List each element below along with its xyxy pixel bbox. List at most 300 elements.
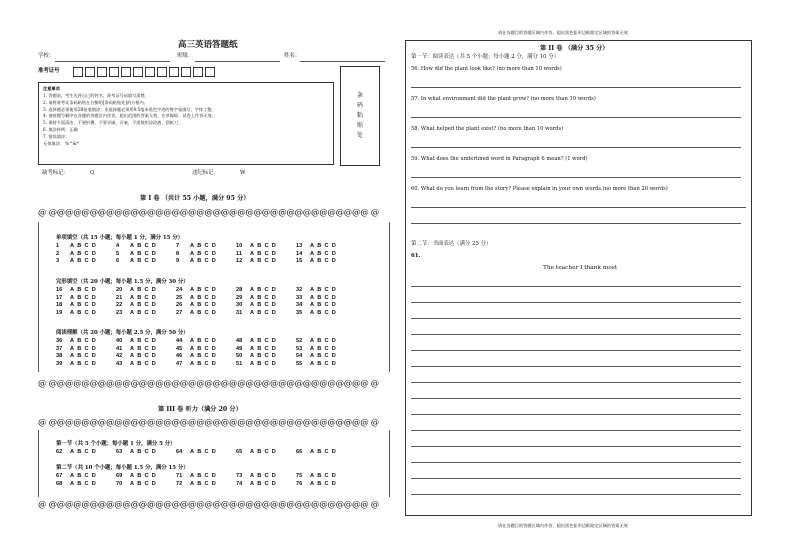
option-a-bubble[interactable]: A bbox=[310, 338, 315, 344]
writing-line[interactable] bbox=[411, 494, 741, 495]
option-c-bubble[interactable]: C bbox=[84, 302, 89, 309]
answer-line[interactable] bbox=[411, 117, 741, 118]
option-a-bubble[interactable]: A bbox=[250, 302, 255, 309]
option-d-bubble[interactable]: D bbox=[271, 473, 276, 479]
option-a-bubble[interactable]: A bbox=[250, 309, 255, 316]
option-d-bubble[interactable]: D bbox=[271, 353, 276, 360]
option-c-bubble[interactable]: C bbox=[264, 243, 269, 249]
option-a-bubble[interactable]: A bbox=[70, 294, 75, 301]
option-a-bubble[interactable]: A bbox=[310, 243, 315, 249]
option-a-bubble[interactable]: A bbox=[190, 345, 195, 352]
option-b-bubble[interactable]: B bbox=[197, 287, 202, 293]
option-b-bubble[interactable]: B bbox=[257, 250, 262, 257]
exam-id-digit-box[interactable] bbox=[205, 67, 215, 77]
option-a-bubble[interactable]: A bbox=[250, 294, 255, 301]
name-field-line[interactable] bbox=[300, 61, 385, 62]
absent-mark-box[interactable]: Q bbox=[90, 170, 95, 176]
option-b-bubble[interactable]: B bbox=[317, 302, 322, 309]
writing-line[interactable] bbox=[411, 446, 741, 447]
option-d-bubble[interactable]: D bbox=[271, 287, 276, 293]
option-b-bubble[interactable]: B bbox=[137, 243, 142, 249]
option-b-bubble[interactable]: B bbox=[317, 287, 322, 293]
writing-line[interactable] bbox=[411, 366, 741, 367]
option-c-bubble[interactable]: C bbox=[264, 345, 269, 352]
option-d-bubble[interactable]: D bbox=[331, 309, 336, 316]
option-d-bubble[interactable]: D bbox=[331, 360, 336, 367]
option-b-bubble[interactable]: B bbox=[77, 294, 82, 301]
option-c-bubble[interactable]: C bbox=[264, 309, 269, 316]
option-c-bubble[interactable]: C bbox=[204, 360, 209, 367]
option-d-bubble[interactable]: D bbox=[271, 338, 276, 344]
option-c-bubble[interactable]: C bbox=[144, 294, 149, 301]
option-b-bubble[interactable]: B bbox=[77, 449, 82, 455]
option-a-bubble[interactable]: A bbox=[310, 480, 315, 487]
option-a-bubble[interactable]: A bbox=[190, 449, 195, 455]
option-b-bubble[interactable]: B bbox=[257, 473, 262, 479]
option-b-bubble[interactable]: B bbox=[257, 287, 262, 293]
option-b-bubble[interactable]: B bbox=[77, 250, 82, 257]
barcode-area[interactable] bbox=[340, 66, 380, 166]
exam-id-digit-box[interactable] bbox=[169, 67, 179, 77]
option-b-bubble[interactable]: B bbox=[77, 309, 82, 316]
option-a-bubble[interactable]: A bbox=[70, 309, 75, 316]
option-c-bubble[interactable]: C bbox=[324, 294, 329, 301]
option-d-bubble[interactable]: D bbox=[91, 353, 96, 360]
option-c-bubble[interactable]: C bbox=[144, 338, 149, 344]
option-a-bubble[interactable]: A bbox=[310, 302, 315, 309]
option-b-bubble[interactable]: B bbox=[197, 345, 202, 352]
option-c-bubble[interactable]: C bbox=[84, 243, 89, 249]
option-a-bubble[interactable]: A bbox=[130, 287, 135, 293]
option-d-bubble[interactable]: D bbox=[271, 480, 276, 487]
option-d-bubble[interactable]: D bbox=[331, 353, 336, 360]
option-a-bubble[interactable]: A bbox=[70, 473, 75, 479]
option-d-bubble[interactable]: D bbox=[211, 309, 216, 316]
option-c-bubble[interactable]: C bbox=[144, 250, 149, 257]
option-d-bubble[interactable]: D bbox=[331, 480, 336, 487]
option-b-bubble[interactable]: B bbox=[77, 243, 82, 249]
option-c-bubble[interactable]: C bbox=[84, 287, 89, 293]
option-a-bubble[interactable]: A bbox=[130, 353, 135, 360]
option-b-bubble[interactable]: B bbox=[317, 449, 322, 455]
option-b-bubble[interactable]: B bbox=[77, 287, 82, 293]
option-b-bubble[interactable]: B bbox=[137, 294, 142, 301]
option-d-bubble[interactable]: D bbox=[151, 345, 156, 352]
option-c-bubble[interactable]: C bbox=[324, 449, 329, 455]
option-c-bubble[interactable]: C bbox=[84, 250, 89, 257]
option-a-bubble[interactable]: A bbox=[250, 473, 255, 479]
option-c-bubble[interactable]: C bbox=[204, 449, 209, 455]
option-c-bubble[interactable]: C bbox=[204, 294, 209, 301]
option-b-bubble[interactable]: B bbox=[137, 449, 142, 455]
option-a-bubble[interactable]: A bbox=[190, 250, 195, 257]
exam-id-digit-box[interactable] bbox=[109, 67, 119, 77]
option-b-bubble[interactable]: B bbox=[197, 360, 202, 367]
option-c-bubble[interactable]: C bbox=[204, 302, 209, 309]
option-a-bubble[interactable]: A bbox=[310, 258, 315, 265]
option-d-bubble[interactable]: D bbox=[211, 473, 216, 479]
option-d-bubble[interactable]: D bbox=[271, 345, 276, 352]
option-c-bubble[interactable]: C bbox=[264, 258, 269, 265]
option-a-bubble[interactable]: A bbox=[190, 473, 195, 479]
option-d-bubble[interactable]: D bbox=[331, 287, 336, 293]
option-c-bubble[interactable]: C bbox=[324, 243, 329, 249]
option-b-bubble[interactable]: B bbox=[317, 360, 322, 367]
option-b-bubble[interactable]: B bbox=[137, 480, 142, 487]
option-d-bubble[interactable]: D bbox=[331, 449, 336, 455]
option-d-bubble[interactable]: D bbox=[151, 480, 156, 487]
option-d-bubble[interactable]: D bbox=[91, 287, 96, 293]
option-c-bubble[interactable]: C bbox=[264, 449, 269, 455]
option-a-bubble[interactable]: A bbox=[70, 258, 75, 265]
option-d-bubble[interactable]: D bbox=[211, 294, 216, 301]
option-c-bubble[interactable]: C bbox=[144, 287, 149, 293]
option-b-bubble[interactable]: B bbox=[77, 353, 82, 360]
option-b-bubble[interactable]: B bbox=[257, 294, 262, 301]
writing-line[interactable] bbox=[411, 318, 741, 319]
option-d-bubble[interactable]: D bbox=[271, 302, 276, 309]
option-a-bubble[interactable]: A bbox=[250, 250, 255, 257]
option-b-bubble[interactable]: B bbox=[257, 258, 262, 265]
option-c-bubble[interactable]: C bbox=[324, 250, 329, 257]
writing-line[interactable] bbox=[411, 286, 741, 287]
option-c-bubble[interactable]: C bbox=[204, 353, 209, 360]
option-d-bubble[interactable]: D bbox=[91, 302, 96, 309]
writing-line[interactable] bbox=[411, 302, 741, 303]
option-d-bubble[interactable]: D bbox=[331, 250, 336, 257]
option-b-bubble[interactable]: B bbox=[197, 338, 202, 344]
option-a-bubble[interactable]: A bbox=[70, 243, 75, 249]
option-c-bubble[interactable]: C bbox=[84, 353, 89, 360]
option-d-bubble[interactable]: D bbox=[91, 345, 96, 352]
option-b-bubble[interactable]: B bbox=[257, 338, 262, 344]
option-c-bubble[interactable]: C bbox=[84, 294, 89, 301]
writing-line[interactable] bbox=[411, 350, 741, 351]
option-d-bubble[interactable]: D bbox=[151, 338, 156, 344]
option-a-bubble[interactable]: A bbox=[130, 473, 135, 479]
option-d-bubble[interactable]: D bbox=[151, 294, 156, 301]
option-a-bubble[interactable]: A bbox=[130, 360, 135, 367]
option-a-bubble[interactable]: A bbox=[250, 258, 255, 265]
option-c-bubble[interactable]: C bbox=[204, 480, 209, 487]
option-a-bubble[interactable]: A bbox=[310, 294, 315, 301]
class-field-line[interactable] bbox=[195, 61, 280, 62]
option-d-bubble[interactable]: D bbox=[271, 294, 276, 301]
option-d-bubble[interactable]: D bbox=[331, 338, 336, 344]
option-c-bubble[interactable]: C bbox=[264, 287, 269, 293]
option-b-bubble[interactable]: B bbox=[77, 360, 82, 367]
option-a-bubble[interactable]: A bbox=[70, 449, 75, 455]
option-c-bubble[interactable]: C bbox=[324, 360, 329, 367]
option-d-bubble[interactable]: D bbox=[331, 294, 336, 301]
option-a-bubble[interactable]: A bbox=[130, 449, 135, 455]
option-a-bubble[interactable]: A bbox=[250, 360, 255, 367]
option-d-bubble[interactable]: D bbox=[151, 360, 156, 367]
option-b-bubble[interactable]: B bbox=[257, 309, 262, 316]
option-d-bubble[interactable]: D bbox=[271, 243, 276, 249]
option-d-bubble[interactable]: D bbox=[331, 302, 336, 309]
school-field-line[interactable] bbox=[55, 61, 170, 62]
option-c-bubble[interactable]: C bbox=[324, 287, 329, 293]
option-c-bubble[interactable]: C bbox=[84, 360, 89, 367]
option-a-bubble[interactable]: A bbox=[130, 338, 135, 344]
option-b-bubble[interactable]: B bbox=[77, 345, 82, 352]
option-d-bubble[interactable]: D bbox=[211, 449, 216, 455]
option-c-bubble[interactable]: C bbox=[264, 250, 269, 257]
option-b-bubble[interactable]: B bbox=[257, 345, 262, 352]
option-a-bubble[interactable]: A bbox=[310, 345, 315, 352]
option-a-bubble[interactable]: A bbox=[190, 360, 195, 367]
option-c-bubble[interactable]: C bbox=[264, 353, 269, 360]
option-d-bubble[interactable]: D bbox=[151, 250, 156, 257]
option-c-bubble[interactable]: C bbox=[204, 473, 209, 479]
option-a-bubble[interactable]: A bbox=[70, 480, 75, 487]
option-b-bubble[interactable]: B bbox=[317, 250, 322, 257]
option-b-bubble[interactable]: B bbox=[77, 302, 82, 309]
writing-line[interactable] bbox=[411, 334, 741, 335]
option-c-bubble[interactable]: C bbox=[144, 449, 149, 455]
option-b-bubble[interactable]: B bbox=[137, 302, 142, 309]
option-c-bubble[interactable]: C bbox=[204, 338, 209, 344]
option-d-bubble[interactable]: D bbox=[271, 449, 276, 455]
option-b-bubble[interactable]: B bbox=[257, 302, 262, 309]
option-b-bubble[interactable]: B bbox=[197, 353, 202, 360]
option-d-bubble[interactable]: D bbox=[271, 309, 276, 316]
answer-line[interactable] bbox=[411, 147, 741, 148]
option-d-bubble[interactable]: D bbox=[151, 258, 156, 265]
option-c-bubble[interactable]: C bbox=[264, 473, 269, 479]
option-c-bubble[interactable]: C bbox=[264, 302, 269, 309]
option-d-bubble[interactable]: D bbox=[91, 250, 96, 257]
option-d-bubble[interactable]: D bbox=[151, 309, 156, 316]
option-a-bubble[interactable]: A bbox=[190, 258, 195, 265]
exam-id-digit-box[interactable] bbox=[133, 67, 143, 77]
option-b-bubble[interactable]: B bbox=[137, 473, 142, 479]
option-b-bubble[interactable]: B bbox=[317, 473, 322, 479]
option-c-bubble[interactable]: C bbox=[204, 258, 209, 265]
option-a-bubble[interactable]: A bbox=[250, 287, 255, 293]
exam-id-digit-box[interactable] bbox=[193, 67, 203, 77]
option-b-bubble[interactable]: B bbox=[77, 338, 82, 344]
option-d-bubble[interactable]: D bbox=[211, 250, 216, 257]
option-d-bubble[interactable]: D bbox=[271, 258, 276, 265]
option-a-bubble[interactable]: A bbox=[250, 449, 255, 455]
option-d-bubble[interactable]: D bbox=[91, 294, 96, 301]
option-a-bubble[interactable]: A bbox=[190, 302, 195, 309]
answer-line[interactable] bbox=[411, 207, 746, 208]
option-a-bubble[interactable]: A bbox=[130, 243, 135, 249]
option-d-bubble[interactable]: D bbox=[91, 449, 96, 455]
option-c-bubble[interactable]: C bbox=[144, 309, 149, 316]
option-a-bubble[interactable]: A bbox=[310, 250, 315, 257]
option-b-bubble[interactable]: B bbox=[317, 258, 322, 265]
option-c-bubble[interactable]: C bbox=[204, 250, 209, 257]
option-a-bubble[interactable]: A bbox=[250, 338, 255, 344]
option-a-bubble[interactable]: A bbox=[190, 294, 195, 301]
answer-line[interactable] bbox=[411, 177, 741, 178]
option-d-bubble[interactable]: D bbox=[91, 243, 96, 249]
option-b-bubble[interactable]: B bbox=[257, 243, 262, 249]
option-c-bubble[interactable]: C bbox=[324, 338, 329, 344]
option-d-bubble[interactable]: D bbox=[331, 258, 336, 265]
option-a-bubble[interactable]: A bbox=[130, 345, 135, 352]
option-c-bubble[interactable]: C bbox=[84, 449, 89, 455]
option-a-bubble[interactable]: A bbox=[130, 309, 135, 316]
option-d-bubble[interactable]: D bbox=[211, 287, 216, 293]
option-b-bubble[interactable]: B bbox=[257, 480, 262, 487]
option-a-bubble[interactable]: A bbox=[250, 353, 255, 360]
option-a-bubble[interactable]: A bbox=[70, 287, 75, 293]
option-d-bubble[interactable]: D bbox=[211, 360, 216, 367]
option-b-bubble[interactable]: B bbox=[197, 302, 202, 309]
option-c-bubble[interactable]: C bbox=[144, 243, 149, 249]
option-c-bubble[interactable]: C bbox=[324, 309, 329, 316]
option-a-bubble[interactable]: A bbox=[250, 243, 255, 249]
option-a-bubble[interactable]: A bbox=[70, 338, 75, 344]
option-c-bubble[interactable]: C bbox=[84, 258, 89, 265]
option-a-bubble[interactable]: A bbox=[70, 250, 75, 257]
option-a-bubble[interactable]: A bbox=[190, 338, 195, 344]
option-a-bubble[interactable]: A bbox=[130, 258, 135, 265]
option-b-bubble[interactable]: B bbox=[137, 287, 142, 293]
option-d-bubble[interactable]: D bbox=[211, 258, 216, 265]
option-d-bubble[interactable]: D bbox=[91, 480, 96, 487]
option-b-bubble[interactable]: B bbox=[317, 480, 322, 487]
writing-line[interactable] bbox=[411, 414, 741, 415]
writing-line[interactable] bbox=[411, 430, 741, 431]
option-c-bubble[interactable]: C bbox=[84, 480, 89, 487]
option-c-bubble[interactable]: C bbox=[264, 360, 269, 367]
answer-line[interactable] bbox=[411, 87, 741, 88]
option-a-bubble[interactable]: A bbox=[190, 287, 195, 293]
option-d-bubble[interactable]: D bbox=[91, 309, 96, 316]
option-b-bubble[interactable]: B bbox=[197, 258, 202, 265]
exam-id-digit-box[interactable] bbox=[121, 67, 131, 77]
option-c-bubble[interactable]: C bbox=[264, 480, 269, 487]
option-b-bubble[interactable]: B bbox=[137, 258, 142, 265]
option-b-bubble[interactable]: B bbox=[257, 449, 262, 455]
option-b-bubble[interactable]: B bbox=[317, 338, 322, 344]
option-d-bubble[interactable]: D bbox=[211, 480, 216, 487]
option-b-bubble[interactable]: B bbox=[197, 243, 202, 249]
option-b-bubble[interactable]: B bbox=[197, 473, 202, 479]
option-d-bubble[interactable]: D bbox=[151, 353, 156, 360]
option-c-bubble[interactable]: C bbox=[84, 473, 89, 479]
exam-id-digit-box[interactable] bbox=[181, 67, 191, 77]
option-c-bubble[interactable]: C bbox=[204, 345, 209, 352]
option-d-bubble[interactable]: D bbox=[151, 449, 156, 455]
option-a-bubble[interactable]: A bbox=[250, 480, 255, 487]
option-c-bubble[interactable]: C bbox=[324, 258, 329, 265]
option-a-bubble[interactable]: A bbox=[70, 302, 75, 309]
option-a-bubble[interactable]: A bbox=[310, 353, 315, 360]
option-d-bubble[interactable]: D bbox=[151, 473, 156, 479]
option-c-bubble[interactable]: C bbox=[84, 309, 89, 316]
option-b-bubble[interactable]: B bbox=[197, 449, 202, 455]
option-d-bubble[interactable]: D bbox=[91, 360, 96, 367]
option-d-bubble[interactable]: D bbox=[271, 360, 276, 367]
writing-line[interactable] bbox=[411, 478, 741, 479]
option-c-bubble[interactable]: C bbox=[144, 473, 149, 479]
option-a-bubble[interactable]: A bbox=[130, 294, 135, 301]
option-c-bubble[interactable]: C bbox=[144, 480, 149, 487]
writing-line[interactable] bbox=[411, 382, 741, 383]
option-d-bubble[interactable]: D bbox=[331, 473, 336, 479]
option-c-bubble[interactable]: C bbox=[324, 353, 329, 360]
option-d-bubble[interactable]: D bbox=[91, 338, 96, 344]
option-d-bubble[interactable]: D bbox=[91, 473, 96, 479]
option-c-bubble[interactable]: C bbox=[144, 360, 149, 367]
exam-id-digit-box[interactable] bbox=[145, 67, 155, 77]
option-a-bubble[interactable]: A bbox=[310, 473, 315, 479]
option-c-bubble[interactable]: C bbox=[84, 338, 89, 344]
option-b-bubble[interactable]: B bbox=[317, 294, 322, 301]
option-b-bubble[interactable]: B bbox=[137, 345, 142, 352]
option-a-bubble[interactable]: A bbox=[70, 360, 75, 367]
option-c-bubble[interactable]: C bbox=[264, 294, 269, 301]
option-a-bubble[interactable]: A bbox=[130, 302, 135, 309]
option-a-bubble[interactable]: A bbox=[310, 287, 315, 293]
option-b-bubble[interactable]: B bbox=[317, 243, 322, 249]
answer-line[interactable] bbox=[411, 223, 741, 224]
option-c-bubble[interactable]: C bbox=[144, 345, 149, 352]
option-d-bubble[interactable]: D bbox=[211, 353, 216, 360]
option-a-bubble[interactable]: A bbox=[70, 353, 75, 360]
option-d-bubble[interactable]: D bbox=[331, 243, 336, 249]
exam-id-digit-box[interactable] bbox=[97, 67, 107, 77]
option-c-bubble[interactable]: C bbox=[204, 309, 209, 316]
option-d-bubble[interactable]: D bbox=[151, 243, 156, 249]
option-d-bubble[interactable]: D bbox=[151, 287, 156, 293]
option-a-bubble[interactable]: A bbox=[310, 449, 315, 455]
writing-line[interactable] bbox=[411, 398, 741, 399]
option-a-bubble[interactable]: A bbox=[310, 360, 315, 367]
option-c-bubble[interactable]: C bbox=[324, 480, 329, 487]
option-d-bubble[interactable]: D bbox=[211, 243, 216, 249]
option-b-bubble[interactable]: B bbox=[257, 360, 262, 367]
option-c-bubble[interactable]: C bbox=[144, 353, 149, 360]
option-c-bubble[interactable]: C bbox=[204, 287, 209, 293]
option-d-bubble[interactable]: D bbox=[331, 345, 336, 352]
option-b-bubble[interactable]: B bbox=[197, 309, 202, 316]
option-b-bubble[interactable]: B bbox=[317, 353, 322, 360]
option-d-bubble[interactable]: D bbox=[271, 250, 276, 257]
option-b-bubble[interactable]: B bbox=[137, 338, 142, 344]
option-b-bubble[interactable]: B bbox=[197, 294, 202, 301]
violation-mark-box[interactable]: W bbox=[240, 170, 246, 176]
option-c-bubble[interactable]: C bbox=[324, 473, 329, 479]
option-b-bubble[interactable]: B bbox=[77, 480, 82, 487]
option-d-bubble[interactable]: D bbox=[151, 302, 156, 309]
option-b-bubble[interactable]: B bbox=[77, 258, 82, 265]
option-a-bubble[interactable]: A bbox=[130, 250, 135, 257]
option-b-bubble[interactable]: B bbox=[137, 250, 142, 257]
option-b-bubble[interactable]: B bbox=[137, 309, 142, 316]
option-a-bubble[interactable]: A bbox=[190, 480, 195, 487]
option-b-bubble[interactable]: B bbox=[317, 345, 322, 352]
option-b-bubble[interactable]: B bbox=[257, 353, 262, 360]
option-a-bubble[interactable]: A bbox=[190, 353, 195, 360]
option-b-bubble[interactable]: B bbox=[77, 473, 82, 479]
option-a-bubble[interactable]: A bbox=[190, 309, 195, 316]
option-b-bubble[interactable]: B bbox=[137, 360, 142, 367]
option-d-bubble[interactable]: D bbox=[211, 338, 216, 344]
option-d-bubble[interactable]: D bbox=[91, 258, 96, 265]
option-c-bubble[interactable]: C bbox=[144, 258, 149, 265]
option-d-bubble[interactable]: D bbox=[211, 345, 216, 352]
option-c-bubble[interactable]: C bbox=[324, 302, 329, 309]
option-d-bubble[interactable]: D bbox=[211, 302, 216, 309]
